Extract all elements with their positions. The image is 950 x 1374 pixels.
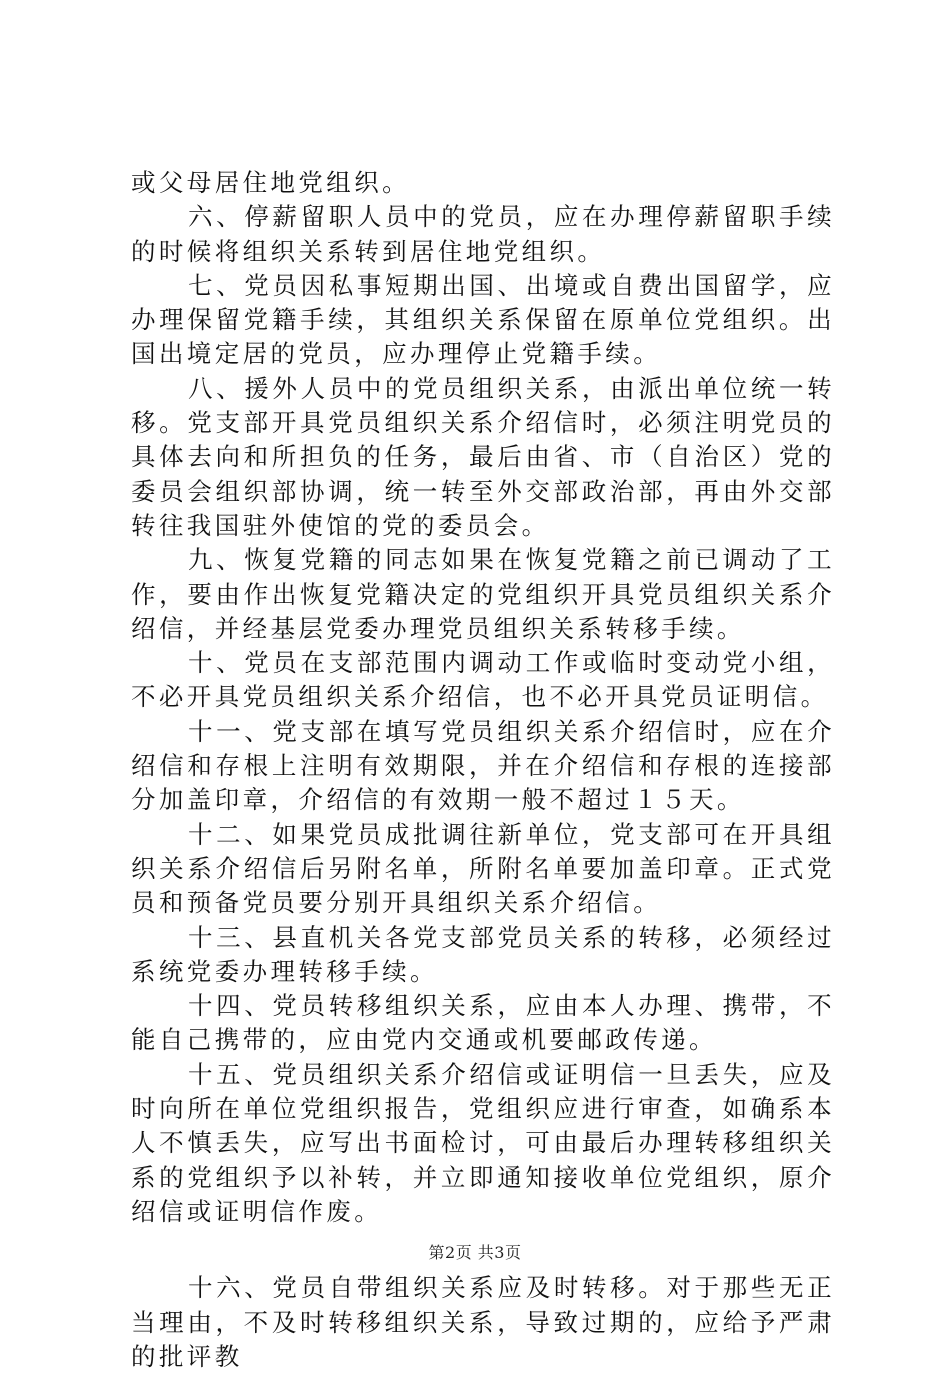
paragraph-item-6: 六、停薪留职人员中的党员，应在办理停薪留职手续的时候将组织关系转到居住地党组织。 <box>131 202 835 266</box>
paragraph-item-11: 十一、党支部在填写党员组织关系介绍信时，应在介绍信和存根上注明有效期限，并在介绍信和存根的连接部分加盖印章，介绍信的有效期一般不超过１５天。 <box>131 716 835 815</box>
paragraph-item-10: 十、党员在支部范围内调动工作或临时变动党小组，不必开具党员组织关系介绍信，也不必开具党员证明信。 <box>131 648 835 712</box>
page-number-footer: 第2页 共3页 <box>428 1243 522 1262</box>
paragraph-item-13: 十三、县直机关各党支部党员关系的转移，必须经过系统党委办理转移手续。 <box>131 922 835 986</box>
paragraph-item-15: 十五、党员组织关系介绍信或证明信一旦丢失，应及时向所在单位党组织报告，党组织应进行审查，如确系本人不慎丢失，应写出书面检讨，可由最后办理转移组织关系的党组织予以补转，并立即通知接收单位党组织，原介绍信或证明信作废。 <box>131 1059 835 1226</box>
paragraph-item-12: 十二、如果党员成批调往新单位，党支部可在开具组织关系介绍信后另附名单，所附名单要加盖印章。正式党员和预备党员要分别开具组织关系介绍信。 <box>131 819 835 918</box>
paragraph-item-9: 九、恢复党籍的同志如果在恢复党籍之前已调动了工作，要由作出恢复党籍决定的党组织开具党员组织关系介绍信，并经基层党委办理党员组织关系转移手续。 <box>131 545 835 643</box>
paragraph-item-7: 七、党员因私事短期出国、出境或自费出国留学，应办理保留党籍手续，其组织关系保留在原单位党组织。出国出境定居的党员，应办理停止党籍手续。 <box>131 270 835 369</box>
paragraph-item-14: 十四、党员转移组织关系，应由本人办理、携带，不能自己携带的，应由党内交通或机要邮政传递。 <box>131 991 835 1055</box>
paragraph-item-16: 十六、党员自带组织关系应及时转移。对于那些无正当理由，不及时转移组织关系，导致过期的，应给予严肃的批评教 <box>131 1273 835 1371</box>
document-body <box>131 166 835 1374</box>
paragraph-continuation: 或父母居住地党组织。 <box>131 168 410 197</box>
paragraph-item-8: 八、援外人员中的党员组织关系，由派出单位统一转移。党支部开具党员组织关系介绍信时，必须注明党员的具体去向和所担负的任务，最后由省、市（自治区）党的委员会组织部协调，统一转至外交部政治部，再由外交部转往我国驻外使馆的党的委员会。 <box>131 373 835 540</box>
